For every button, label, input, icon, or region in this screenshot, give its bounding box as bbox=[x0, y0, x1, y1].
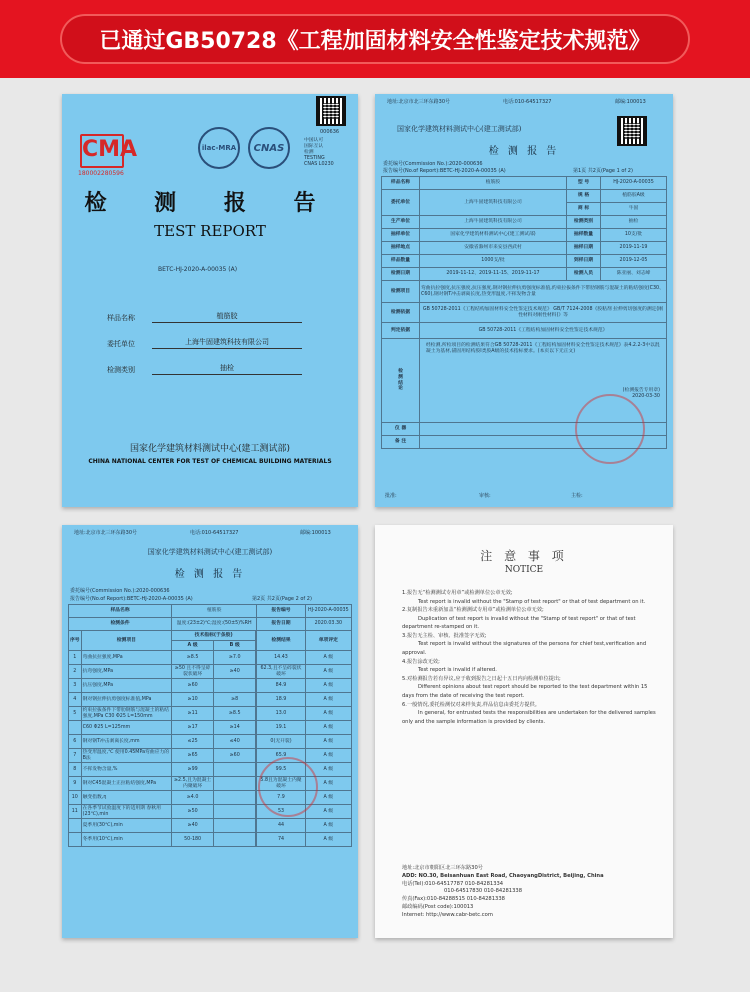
red-seal-stamp bbox=[258, 757, 318, 817]
p2-page: 第1页 共2页(Page 1 of 2) bbox=[573, 168, 633, 174]
p2-postcode: 邮编:100013 bbox=[615, 99, 646, 105]
cell: 抽样地点 bbox=[382, 242, 420, 255]
table-cell: ≥17 bbox=[172, 721, 214, 735]
table-cell: A 级 bbox=[305, 749, 351, 763]
table-row bbox=[69, 721, 352, 735]
fax: 传真(Fax):010-84288515 010-84281338 bbox=[402, 896, 505, 903]
cell: 检测日期 bbox=[382, 268, 420, 281]
table-row bbox=[69, 679, 352, 693]
cell: 序号 bbox=[69, 631, 82, 651]
address-en: ADD: NO.30, Beisanhuan East Road, ChaoyangDistrict, Beijing, China bbox=[402, 872, 604, 879]
table-row bbox=[69, 749, 352, 763]
notice-item: In general, for entrusted tests the responsibilities are undertaken for the delivered samples only and the sample information is provided by clients. bbox=[402, 710, 656, 725]
notice-page bbox=[375, 525, 673, 938]
table-cell: 65.9 bbox=[257, 749, 305, 763]
table-row bbox=[69, 735, 352, 749]
table-cell: ≥65 bbox=[172, 749, 214, 763]
cell: 技术指标(于条胶) bbox=[172, 631, 256, 641]
table-cell bbox=[214, 791, 256, 805]
report-page-1 bbox=[375, 94, 673, 507]
table-cell: 1 bbox=[69, 651, 82, 665]
table-cell: A 级 bbox=[305, 721, 351, 735]
notice-item: Test report is invalid without the "Stamp of test report" or that of test department on it. bbox=[418, 598, 646, 605]
table-cell: A 级 bbox=[305, 651, 351, 665]
table-cell: 5.8且为混凝土内聚破坏 bbox=[257, 777, 305, 791]
cell: 检测类别 bbox=[567, 216, 601, 229]
cell: 陈亚丽、刘志峰 bbox=[601, 268, 667, 281]
table-cell bbox=[214, 763, 256, 777]
notice-item: 3.报告无主检、审核、批准签字无效; bbox=[402, 632, 487, 639]
mutual-recognition-text: 中国认可 国际互认 检测 TESTING CNAS L0230 bbox=[304, 138, 334, 167]
cell: 牛固 bbox=[601, 203, 667, 216]
table-cell: 13.0 bbox=[257, 707, 305, 721]
table-cell bbox=[69, 819, 82, 833]
table-cell: 84.9 bbox=[257, 679, 305, 693]
cell: 样品名称 bbox=[382, 177, 420, 190]
cell: 到样日期 bbox=[567, 255, 601, 268]
cell: 抽样单位 bbox=[382, 229, 420, 242]
sign-approve: 批准: bbox=[385, 493, 397, 499]
qr-code-icon bbox=[316, 96, 346, 126]
table-cell: 3 bbox=[69, 679, 82, 693]
red-seal-stamp bbox=[575, 394, 645, 464]
p3-phone: 电话:010-64517327 bbox=[190, 530, 239, 536]
cnas-logo: CNAS bbox=[248, 127, 290, 169]
table-cell: 8 bbox=[69, 763, 82, 777]
table-cell: 53 bbox=[257, 805, 305, 819]
cell: HJ-2020-A-00035 bbox=[305, 605, 351, 618]
table-cell: 4 bbox=[69, 693, 82, 707]
table-cell: A 级 bbox=[305, 707, 351, 721]
p2-commission: 委托编号(Commission No.):2020-000636 bbox=[383, 161, 483, 167]
cell: 2019-12-05 bbox=[601, 255, 667, 268]
table-row bbox=[69, 819, 352, 833]
table-cell: A 级 bbox=[305, 791, 351, 805]
table-cell: ≥14 bbox=[214, 721, 256, 735]
tel: 电话(Tel):010-64517787 010-84281334 bbox=[402, 880, 504, 887]
table-cell: ≥10 bbox=[172, 693, 214, 707]
cell: A 级 bbox=[172, 641, 214, 651]
cell: B 级 bbox=[214, 641, 256, 651]
table-cell: 触变指数,η bbox=[81, 791, 171, 805]
table-cell: 9 bbox=[69, 777, 82, 791]
table-row bbox=[69, 651, 352, 665]
notice-item: Different opinions about test report should be reported to the test department within 15 days from the date of receiving the test report. bbox=[402, 684, 648, 699]
table-cell: 11 bbox=[69, 805, 82, 819]
table-cell: 19.1 bbox=[257, 721, 305, 735]
table-cell: 50-180 bbox=[172, 833, 214, 847]
sample-label: 样品名称 bbox=[107, 314, 135, 322]
table-cell: ≥2.5,且为混凝土内聚破坏 bbox=[172, 777, 214, 791]
cell: 检测项目 bbox=[81, 631, 171, 651]
p3-address: 地址:北京市北三环东路30号 bbox=[74, 530, 138, 536]
sample-value: 植筋胶 bbox=[152, 311, 302, 323]
cell: HJ-2020-A-00035 bbox=[601, 177, 667, 190]
table-cell: A 级 bbox=[305, 819, 351, 833]
headline-banner bbox=[60, 14, 690, 64]
p3-postcode: 邮编:100013 bbox=[300, 530, 331, 536]
headline-text: 已通过GB50728《工程加固材料安全性鉴定技术规范》 bbox=[99, 28, 651, 54]
table-cell: 10 bbox=[69, 791, 82, 805]
sign-review: 审核: bbox=[479, 493, 491, 499]
table-cell: 2 bbox=[69, 665, 82, 679]
table-cell: ≥40 bbox=[214, 665, 256, 679]
notice-body bbox=[402, 589, 656, 726]
table-cell bbox=[214, 833, 256, 847]
tel2: 010-64517830 010-84281338 bbox=[444, 888, 523, 895]
table-cell: ≥7.0 bbox=[214, 651, 256, 665]
table-cell: C60 Φ25 L=125mm bbox=[81, 721, 171, 735]
client-label: 委托单位 bbox=[107, 340, 135, 348]
cma-logo: CMA bbox=[80, 134, 124, 168]
table-cell: 钢对钢T冲击剥离长度,mm bbox=[81, 735, 171, 749]
table-cell: ≥40 bbox=[172, 819, 214, 833]
post-code: 邮政编码(Post code):100013 bbox=[402, 903, 474, 910]
table-cell: A 级 bbox=[305, 735, 351, 749]
cell: 备 注 bbox=[382, 436, 420, 449]
table-cell: 在各季节试验温度下的适用期 春秋用(23℃),min bbox=[81, 805, 171, 819]
notice-title: 注 意 事 项 bbox=[480, 549, 568, 563]
table-cell: 钢对钢拉伸抗剪强度标准值,MPa bbox=[81, 693, 171, 707]
cell: 抽样日期 bbox=[567, 242, 601, 255]
cell: 弯曲抗拉强度,抗压强度,抗压强度,钢对钢拉伸抗剪强度标准值,约束拉拔条件下带肋钢筋与混凝土的粘结强度(C30、C60),钢对钢T冲击剥离长度,热变形温度,不挥发物含量 bbox=[420, 281, 667, 303]
cell: 2019-11-12、2019-11-15、2019-11-17 bbox=[420, 268, 567, 281]
table-cell: ≥99 bbox=[172, 763, 214, 777]
p3-title: 检 测 报 告 bbox=[174, 569, 246, 580]
cell: 商 标 bbox=[567, 203, 601, 216]
table-cell: 抗弯强度,MPa bbox=[81, 665, 171, 679]
table-cell: 夏季用(30℃),min bbox=[81, 819, 171, 833]
table-cell: ≤25 bbox=[172, 735, 214, 749]
table-cell: ≥60 bbox=[172, 679, 214, 693]
notice-item: Test report is invalid if altered. bbox=[418, 667, 497, 674]
p2-report-no: 报告编号(No.of Report):BETC-HJ-2020-A-00035 (A) bbox=[383, 168, 506, 174]
p3-result-rows bbox=[69, 651, 352, 847]
table-cell: 弯曲抗拉强度,MPa bbox=[81, 651, 171, 665]
table-cell: A 级 bbox=[305, 665, 351, 679]
table-cell: 抗压强度,MPa bbox=[81, 679, 171, 693]
sign-test: 主检: bbox=[571, 493, 583, 499]
type-label: 检测类别 bbox=[107, 366, 135, 374]
cell: 1000支/批 bbox=[420, 255, 567, 268]
table-cell: A 级 bbox=[305, 763, 351, 777]
table-cell bbox=[214, 777, 256, 791]
table-cell: ≥11 bbox=[172, 707, 214, 721]
p3-commission: 委托编号(Commission No.):2020-000636 bbox=[70, 588, 170, 594]
cell: 抽检 bbox=[601, 216, 667, 229]
type-value: 抽检 bbox=[152, 363, 302, 375]
notice-item: 4.报告涂改无效; bbox=[402, 658, 440, 665]
internet: Internet: http://www.cabr-betc.com bbox=[402, 911, 493, 918]
table-cell: 14.43 bbox=[257, 651, 305, 665]
cell: 10支/批 bbox=[601, 229, 667, 242]
notice-item: Test report is invalid without the signatures of the persons for chief test,verification and approval. bbox=[402, 641, 647, 657]
notice-item: 2.复制报告未重新加盖“检测测试专用章”或检测单位公章无效; bbox=[402, 607, 544, 614]
table-cell: A 级 bbox=[305, 777, 351, 791]
cell: 植筋胶 bbox=[420, 177, 567, 190]
table-cell: 不挥发物含量,% bbox=[81, 763, 171, 777]
seal-caption: (检测报告专用章) bbox=[622, 388, 660, 394]
notice-item: Duplication of test report is invalid without the "Stamp of test report" or that of test department re-stamped on it. bbox=[402, 615, 636, 631]
conclusion-text: 经检测,所检项目的检测结果符合GB 50728-2011《工程结构加固材料安全性鉴定技术规范》表4.2.2-3中以混凝土为基材,锚固用结构胶Ⅰ类胶A级的技术指标要求。(本页以下无正文) bbox=[426, 343, 660, 354]
table-cell: ≥60 bbox=[214, 749, 256, 763]
cell: 抽样数量 bbox=[567, 229, 601, 242]
table-row bbox=[69, 665, 352, 679]
cell: 检测依据 bbox=[382, 303, 420, 323]
table-cell: ≥50 bbox=[172, 805, 214, 819]
notice-item: 5.对检测报告若有异议,应于收到报告之日起十五日内向检测单位提出; bbox=[402, 675, 561, 682]
cma-number: 180002280596 bbox=[78, 170, 124, 177]
cell: 仪 器 bbox=[382, 423, 420, 436]
table-cell: ≥8.5 bbox=[172, 651, 214, 665]
cell: 国家化学建筑材料测试中心(建工测试部) bbox=[420, 229, 567, 242]
table-cell: 74 bbox=[257, 833, 305, 847]
p3-page: 第2页 共2页(Page 2 of 2) bbox=[252, 596, 312, 602]
table-cell: 6 bbox=[69, 735, 82, 749]
table-cell: ≤40 bbox=[214, 735, 256, 749]
table-cell: 约束拉拔条件下带肋钢筋与混凝土的粘结强度,MPa C30 Φ25 L=150mm bbox=[81, 707, 171, 721]
table-cell: ≥50 且不得呈碎裂状破坏 bbox=[172, 665, 214, 679]
cover-report-number: BETC-HJ-2020-A-00035 (A) bbox=[158, 266, 238, 273]
qr-number: 000636 bbox=[320, 129, 340, 135]
address-cn: 地址:北京市朝阳区北三环东路30号 bbox=[402, 865, 483, 871]
cell: 上海牛固建筑科技有限公司 bbox=[420, 190, 567, 216]
p2-address: 地址:北京市北三环东路30号 bbox=[387, 99, 451, 105]
cell: 样品名称 bbox=[69, 605, 172, 618]
table-cell: ≥8 bbox=[214, 693, 256, 707]
table-cell: ≥8.5 bbox=[214, 707, 256, 721]
cell: GB 50728-2011《工程结构加固材料安全性鉴定技术规范》 bbox=[420, 323, 667, 339]
cell: 检测结果 bbox=[257, 631, 305, 651]
report-page-2 bbox=[62, 525, 358, 938]
seal-date: 2020-03-30 bbox=[632, 393, 660, 399]
table-cell: 99.5 bbox=[257, 763, 305, 777]
table-cell: 7.9 bbox=[257, 791, 305, 805]
notice-address-block bbox=[402, 865, 662, 920]
table-cell bbox=[214, 805, 256, 819]
cell: 生产单位 bbox=[382, 216, 420, 229]
cell: 检测人员 bbox=[567, 268, 601, 281]
cell: 委托单位 bbox=[382, 190, 420, 216]
report-cover-page bbox=[62, 94, 358, 507]
cell: 植筋胶 bbox=[172, 605, 257, 618]
cell: 单项评定 bbox=[305, 631, 351, 651]
notice-item: 6.一般情况,委托检测仅对来样负责,样品信息由委托方提供。 bbox=[402, 701, 540, 708]
cell: 上海牛固建筑科技有限公司 bbox=[420, 216, 567, 229]
table-cell: 62.3,且不呈碎裂状破坏 bbox=[257, 665, 305, 679]
p2-org: 国家化学建筑材料测试中心(建工测试部) bbox=[397, 125, 522, 133]
table-cell: 热变形温度,℃ 使用0.45MPa弯曲应力的B法 bbox=[81, 749, 171, 763]
p2-title: 检 测 报 告 bbox=[488, 146, 560, 157]
cover-org-cn: 国家化学建筑材料测试中心(建工测试部) bbox=[129, 444, 291, 454]
table-cell: ≥4.0 bbox=[172, 791, 214, 805]
cover-org-en: CHINA NATIONAL CENTER FOR TEST OF CHEMICAL BUILDING MATERIALS bbox=[88, 458, 332, 465]
ilac-logo: ilac-MRA bbox=[198, 127, 240, 169]
table-cell: 18.9 bbox=[257, 693, 305, 707]
cell: 报告编号 bbox=[257, 605, 305, 618]
cell: 判定依据 bbox=[382, 323, 420, 339]
notice-subtitle: NOTICE bbox=[504, 565, 544, 575]
table-cell: 44 bbox=[257, 819, 305, 833]
table-cell bbox=[214, 679, 256, 693]
notice-item: 1.报告无“检测测试专用章”或检测单位公章无效; bbox=[402, 590, 513, 596]
p3-results-table bbox=[68, 604, 352, 847]
client-value: 上海牛固建筑科技有限公司 bbox=[152, 337, 302, 349]
cover-title-en: TEST REPORT bbox=[154, 222, 266, 240]
cover-title-cn: 检 测 报 告 bbox=[84, 191, 336, 216]
table-row bbox=[69, 833, 352, 847]
cell: 检 测 结 论 bbox=[382, 339, 420, 423]
table-row bbox=[69, 707, 352, 721]
table-cell: A 级 bbox=[305, 805, 351, 819]
p2-phone: 电话:010-64517327 bbox=[503, 99, 552, 105]
table-cell: A 级 bbox=[305, 679, 351, 693]
cell: 报告日期 bbox=[257, 618, 305, 631]
table-cell: 5 bbox=[69, 707, 82, 721]
table-cell: A 级 bbox=[305, 833, 351, 847]
p3-org: 国家化学建筑材料测试中心(建工测试部) bbox=[147, 548, 273, 556]
table-cell: 钢对C45混凝土正拉粘结强度,MPa bbox=[81, 777, 171, 791]
table-cell: 冬季用(10℃),min bbox=[81, 833, 171, 847]
cell: 安徽省滁州市来安县西武村 bbox=[420, 242, 567, 255]
cell: 型 号 bbox=[567, 177, 601, 190]
cell: GB 50728-2011《工程结构加固材料安全性鉴定技术规范》 GB/T 7124-2008《胶粘剂 拉伸剪切强度的测定(刚性材料对刚性材料)》等 bbox=[420, 303, 667, 323]
cell: 规 格 bbox=[567, 190, 601, 203]
table-row bbox=[69, 693, 352, 707]
cell: 温度:(23±2)℃;湿度:(50±5)%RH bbox=[172, 618, 257, 631]
cell: 样品数量 bbox=[382, 255, 420, 268]
table-cell: A 级 bbox=[305, 693, 351, 707]
cell: 植筋胶A级 bbox=[601, 190, 667, 203]
cell: 2020.03.30 bbox=[305, 618, 351, 631]
table-cell: 0(无开裂) bbox=[257, 735, 305, 749]
cell: 2019-11-19 bbox=[601, 242, 667, 255]
table-cell bbox=[69, 833, 82, 847]
table-cell: 7 bbox=[69, 749, 82, 763]
cell: 检测条件 bbox=[69, 618, 172, 631]
cell: 检测项目 bbox=[382, 281, 420, 303]
table-cell bbox=[69, 721, 82, 735]
table-cell bbox=[214, 819, 256, 833]
p3-report-no: 报告编号(No.of Report):BETC-HJ-2020-A-00035 (A) bbox=[70, 596, 193, 602]
